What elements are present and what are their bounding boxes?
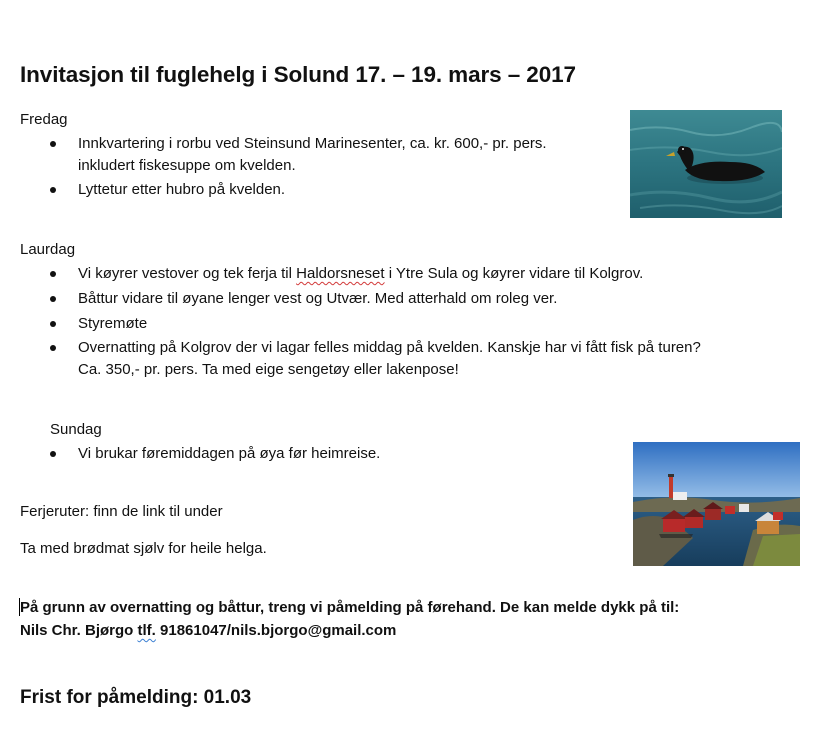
bullet (50, 141, 56, 147)
friday-heading: Fredag (20, 111, 68, 128)
signup-line-2 (20, 621, 396, 641)
bullet (50, 271, 56, 277)
saturday-item-4: Overnatting på Kolgrov der vi lagar felles middag på kvelden. Kanskje har vi fått fisk på turen? (78, 339, 701, 356)
saturday-item-1 (78, 264, 643, 284)
grammar-check-word: tlf. (137, 622, 156, 639)
saturday-item-1-pre: Vi køyrer vestover og tek ferja til (78, 265, 297, 282)
bring-food-text: Ta med brødmat sjølv for heile helga. (20, 540, 267, 557)
lighthouse-harbor-photo (633, 442, 800, 566)
lighthouse-icon (633, 442, 800, 566)
ferry-routes-text: Ferjeruter: finn de link til under (20, 503, 223, 520)
saturday-item-4-cont: Ca. 350,- pr. pers. Ta med eige sengetøy eller lakenpose! (78, 361, 459, 378)
page-title: Invitasjon til fuglehelg i Solund 17. – 19. mars – 2017 (20, 62, 576, 87)
saturday-heading: Laurdag (20, 241, 76, 258)
bullet (50, 451, 56, 457)
signup-contact-name: Nils Chr. Bjørgo (20, 622, 138, 639)
bullet (50, 321, 56, 327)
deadline-text: Frist for påmelding: 01.03 (20, 687, 252, 708)
friday-item-1: Innkvartering i rorbu ved Steinsund Marinesenter, ca. kr. 600,- pr. pers. (78, 135, 547, 152)
friday-item-1-cont: inkludert fiskesuppe om kvelden. (78, 157, 296, 174)
saturday-item-1-post: i Ytre Sula og køyrer vidare til Kolgrov. (384, 265, 644, 282)
signup-line-1: På grunn av overnatting og båttur, treng vi påmelding på førehand. De kan melde dykk på til: (20, 599, 680, 616)
spellcheck-word: Haldorsneset (296, 265, 385, 282)
saturday-item-2: Båttur vidare til øyane lenger vest og Utvær. Med atterhald om roleg ver. (78, 290, 558, 307)
sunday-heading: Sundag (50, 421, 102, 438)
saturday-item-3: Styremøte (78, 315, 148, 332)
sunday-item-1: Vi brukar føremiddagen på øya før heimreise. (78, 445, 381, 462)
friday-item-2: Lyttetur etter hubro på kvelden. (78, 181, 286, 198)
duck-photo (630, 110, 782, 218)
bullet (50, 345, 56, 351)
duck-icon (630, 110, 782, 218)
signup-contact-details[interactable]: 91861047/nils.bjorgo@gmail.com (155, 622, 397, 639)
bullet (50, 187, 56, 193)
bullet (50, 296, 56, 302)
